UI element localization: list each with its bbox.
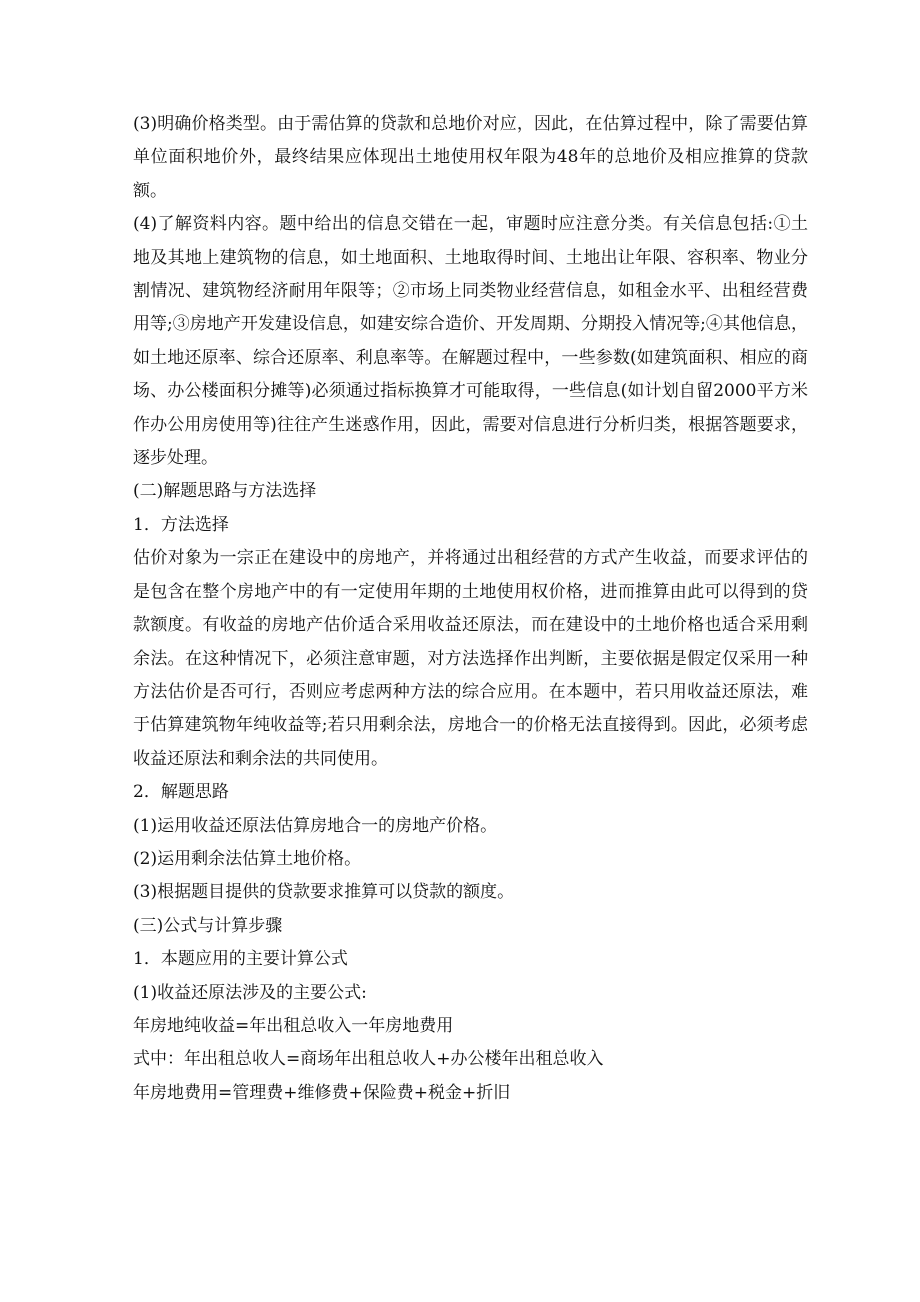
subheading-main-formulas: 1．本题应用的主要计算公式: [133, 949, 348, 970]
document-body: [133, 108, 808, 1110]
formula-rental-income: 式中：年出租总收人=商场年出租总收人+办公楼年出租总收入: [133, 1049, 604, 1070]
formula-intro: (1)收益还原法涉及的主要公式:: [133, 982, 367, 1003]
section-heading-approach: (二)解题思路与方法选择: [133, 481, 317, 502]
section-heading-formulas: (三)公式与计算步骤: [133, 915, 283, 936]
list-item-step-3: (3)根据题目提供的贷款要求推算可以贷款的额度。: [133, 882, 515, 903]
formula-net-income: 年房地纯收益=年出租总收入一年房地费用: [133, 1015, 454, 1036]
subheading-method-selection: 1．方法选择: [133, 514, 229, 535]
list-item-step-1: (1)运用收益还原法估算房地合一的房地产价格。: [133, 815, 498, 836]
list-item-step-2: (2)运用剩余法估算土地价格。: [133, 848, 362, 869]
formula-expenses: 年房地费用=管理费+维修费+保险费+税金+折旧: [133, 1082, 511, 1103]
paragraph-data-content: (4)了解资料内容。题中给出的信息交错在一起，审题时应注意分类。有关信息包括:①土地及其地上建筑物的信息，如土地面积、土地取得时间、土地出让年限、容积率、物业分割情况、建筑物经济耐用年限等；②市场上同类物业经营信息，如租金水平、出租经营费用等;③房地产开发建设信息，如建安综合造价、开发周期、分期投入情况等;④其他信息，如土地还原率、综合还原率、利息率等。在解题过程中，一些参数(如建筑面积、相应的商场、办公楼面积分摊等)必须通过指标换算才可能取得，一些信息(如计划自留2000平方米作办公用房使用等)往往产生迷惑作用，因此，需要对信息进行分析归类，根据答题要求，逐步处理。: [133, 214, 808, 469]
subheading-approach: 2．解题思路: [133, 782, 229, 803]
paragraph-price-type: (3)明确价格类型。由于需估算的贷款和总地价对应，因此，在估算过程中，除了需要估算单位面积地价外，最终结果应体现出土地使用权年限为48年的总地价及相应推算的贷款额。: [133, 114, 808, 201]
paragraph-method-selection: 估价对象为一宗正在建设中的房地产，并将通过出租经营的方式产生收益，而要求评估的是包含在整个房地产中的有一定使用年期的土地使用权价格，进而推算由此可以得到的贷款额度。有收益的房地产估价适合采用收益还原法，而在建设中的土地价格也适合采用剩余法。在这种情况下，必须注意审题，对方法选择作出判断，主要依据是假定仅采用一种方法估价是否可行，否则应考虑两种方法的综合应用。在本题中，若只用收益还原法，难于估算建筑物年纯收益等;若只用剩余法，房地合一的价格无法直接得到。因此，必须考虑收益还原法和剩余法的共同使用。: [133, 548, 808, 769]
